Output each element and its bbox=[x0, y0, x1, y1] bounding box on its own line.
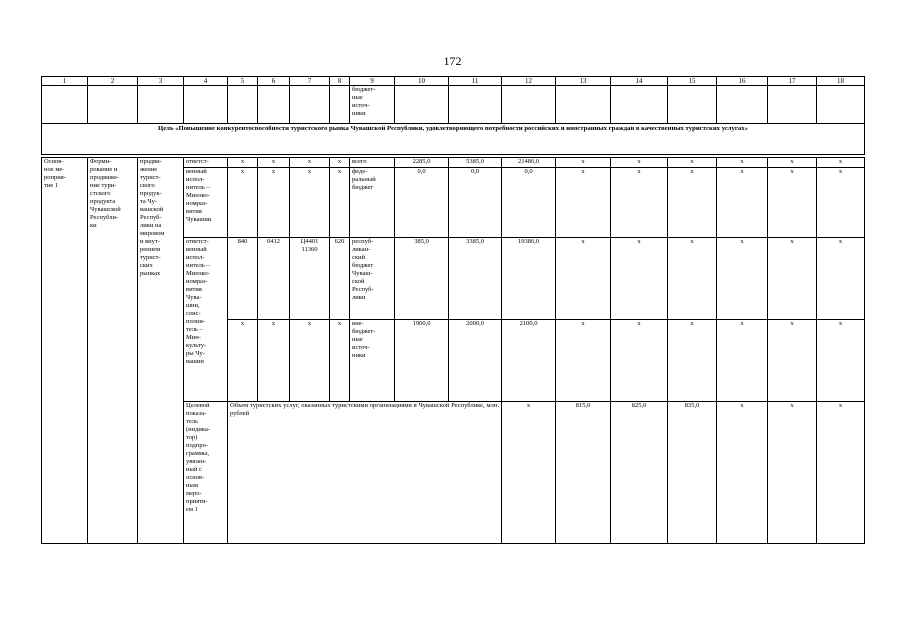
table-cell: 2285,0 bbox=[395, 158, 449, 168]
table-cell: x bbox=[502, 402, 556, 544]
header-cell: 10 bbox=[395, 77, 449, 86]
measure-goal: продви- жение турист- ского продук- та Чу- вашской Респуб- лики на мировом и внут- реннем турист- ских рынках bbox=[138, 158, 184, 544]
table-cell: x bbox=[258, 158, 290, 168]
continued-row bbox=[42, 86, 865, 124]
header-cell: 4 bbox=[184, 77, 228, 86]
source-cell: бюджет- ные источ- ники bbox=[350, 86, 395, 124]
table-cell: x bbox=[668, 158, 717, 168]
table-cell: 835,0 bbox=[668, 402, 717, 544]
header-cell: 7 bbox=[290, 77, 330, 86]
table-cell: 0,0 bbox=[449, 168, 502, 238]
source-cell: вне- бюджет- ные источ- ники bbox=[350, 320, 395, 402]
header-cell: 15 bbox=[668, 77, 717, 86]
table-cell: 1900,0 bbox=[395, 320, 449, 402]
table-cell: x bbox=[290, 158, 330, 168]
table-cell: x bbox=[611, 238, 668, 320]
executor-cell bbox=[184, 238, 228, 402]
executor-text: ответст- венный испол- нитель – Минэко- номраз- вития Чува- шии, bbox=[186, 238, 210, 309]
table-cell: 385,0 bbox=[395, 238, 449, 320]
table-cell: x bbox=[556, 168, 611, 238]
goal-row bbox=[42, 124, 865, 155]
table-cell: x bbox=[258, 320, 290, 402]
header-cell: 16 bbox=[717, 77, 768, 86]
table-cell: x bbox=[556, 320, 611, 402]
header-cell: 6 bbox=[258, 77, 290, 86]
goal-text: Цель «Повышение конкурентоспособности туристского рынка Чувашской Республики, удовлетворяющего потребности российских и иностранных граждан в качественных туристских услугах» bbox=[42, 124, 865, 155]
header-cell: 5 bbox=[228, 77, 258, 86]
page-number: 172 bbox=[443, 54, 462, 68]
table-cell: x bbox=[717, 168, 768, 238]
budget-table bbox=[41, 76, 865, 544]
table-cell: x bbox=[717, 402, 768, 544]
table-row bbox=[42, 158, 865, 168]
table-cell: 825,0 bbox=[611, 402, 668, 544]
table-cell: x bbox=[228, 158, 258, 168]
header-cell: 13 bbox=[556, 77, 611, 86]
table-cell: 21486,0 bbox=[502, 158, 556, 168]
header-cell: 14 bbox=[611, 77, 668, 86]
header-cell: 17 bbox=[768, 77, 817, 86]
table-cell: x bbox=[556, 238, 611, 320]
table-cell: 3385,0 bbox=[449, 238, 502, 320]
table-cell: 2100,0 bbox=[502, 320, 556, 402]
table-cell: x bbox=[611, 158, 668, 168]
header-cell: 18 bbox=[817, 77, 865, 86]
table-cell: x bbox=[817, 168, 865, 238]
table-cell: x bbox=[330, 168, 350, 238]
table-cell: x bbox=[768, 168, 817, 238]
column-number-row bbox=[42, 77, 865, 86]
header-cell: 8 bbox=[330, 77, 350, 86]
table-cell: 5385,0 bbox=[449, 158, 502, 168]
table-cell: x bbox=[228, 320, 258, 402]
header-cell: 11 bbox=[449, 77, 502, 86]
table-cell: x bbox=[768, 320, 817, 402]
table-cell: x bbox=[668, 168, 717, 238]
source-cell: респуб- ликан- ский бюджет Чуваш- ской Респуб- лики bbox=[350, 238, 395, 320]
table-cell: x bbox=[717, 320, 768, 402]
header-cell: 1 bbox=[42, 77, 88, 86]
table-cell: x bbox=[556, 158, 611, 168]
measure-title: Форми- рование и продвиже- ние тури- стского продукта Чувашской Республи- ки bbox=[88, 158, 138, 544]
table-cell: x bbox=[817, 320, 865, 402]
table-cell: Ц4401 11360 bbox=[290, 238, 330, 320]
table-cell: x bbox=[817, 402, 865, 544]
header-cell: 12 bbox=[502, 77, 556, 86]
table-cell: x bbox=[768, 158, 817, 168]
table-cell: x bbox=[817, 158, 865, 168]
table-cell: 840 bbox=[228, 238, 258, 320]
co-executor-text: соис- полни- тель – Мин- культу- ры Чу- вашии bbox=[186, 310, 207, 365]
table-cell: 2000,0 bbox=[449, 320, 502, 402]
table-cell: 815,0 bbox=[556, 402, 611, 544]
executor-cell: венный испол- нитель – Минэко- номраз- вития Чувашии bbox=[184, 168, 228, 238]
table-cell: x bbox=[668, 320, 717, 402]
table-cell: 0412 bbox=[258, 238, 290, 320]
table-cell: x bbox=[717, 158, 768, 168]
table-cell: x bbox=[228, 168, 258, 238]
table-cell: x bbox=[330, 158, 350, 168]
indicator-text: Объем туристских услуг, оказанных туристскими организациями в Чувашской Республике, млн. рублей bbox=[228, 402, 502, 544]
source-cell: всего bbox=[350, 158, 395, 168]
table-cell: x bbox=[290, 320, 330, 402]
table-cell: 19386,0 bbox=[502, 238, 556, 320]
executor-cell: ответст- bbox=[184, 158, 228, 168]
table-cell: 0,0 bbox=[395, 168, 449, 238]
table-cell: x bbox=[330, 320, 350, 402]
header-cell: 3 bbox=[138, 77, 184, 86]
source-cell: феде- ральный бюджет bbox=[350, 168, 395, 238]
table-cell: x bbox=[290, 168, 330, 238]
table-cell: x bbox=[817, 238, 865, 320]
header-cell: 9 bbox=[350, 77, 395, 86]
table-cell: x bbox=[768, 402, 817, 544]
header-cell: 2 bbox=[88, 77, 138, 86]
table-cell: x bbox=[768, 238, 817, 320]
indicator-label: Целевой показа- тель (индика- тор) подпро- граммы, увязан- ный с основ- ным меро- прияти- ем 1 bbox=[184, 402, 228, 544]
table-cell: x bbox=[611, 320, 668, 402]
table-cell: 620 bbox=[330, 238, 350, 320]
table-cell: x bbox=[258, 168, 290, 238]
table-cell: 0,0 bbox=[502, 168, 556, 238]
table-cell: x bbox=[668, 238, 717, 320]
measure-label: Основ- ное ме- роприя- тие 1 bbox=[42, 158, 88, 544]
table-cell: x bbox=[611, 168, 668, 238]
table-cell: x bbox=[717, 238, 768, 320]
